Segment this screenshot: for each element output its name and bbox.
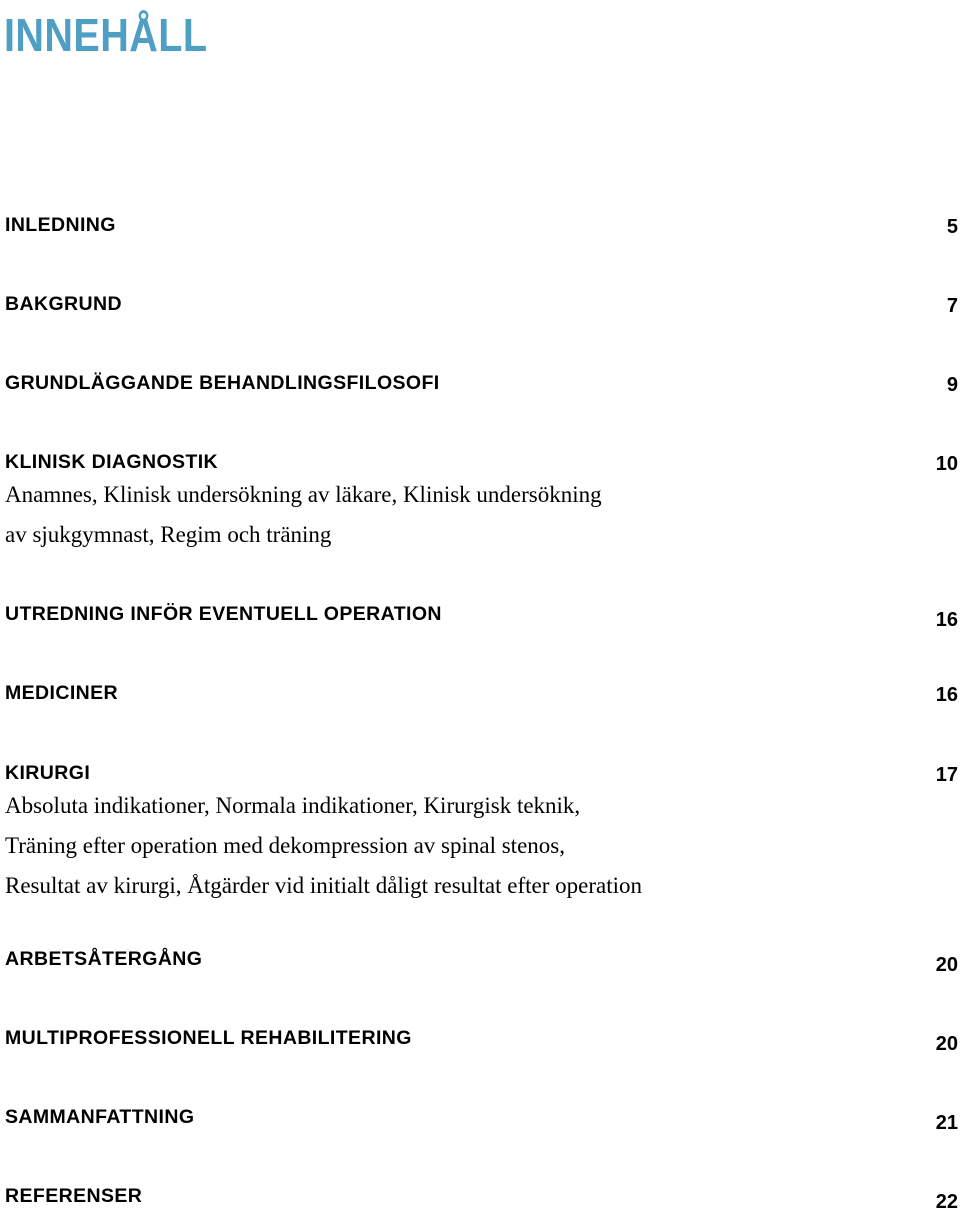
toc-page-number: 5 bbox=[946, 216, 958, 238]
toc-heading: GRUNDLÄGGANDE BEHANDLINGSFILOSOFI bbox=[5, 372, 440, 394]
toc-subtopic-line: av sjukgymnast, Regim och träning bbox=[5, 522, 332, 547]
toc-heading: SAMMANFATTNING bbox=[5, 1106, 195, 1128]
toc-subtopic-line: Resultat av kirurgi, Åtgärder vid initialt dåligt resultat efter operation bbox=[5, 873, 643, 898]
toc-entry-multiprofessionell-rehabilitering[interactable] bbox=[5, 1025, 958, 1055]
toc-heading: BAKGRUND bbox=[5, 293, 122, 315]
toc-subtopics bbox=[5, 786, 958, 906]
toc-subtopic-line: Träning efter operation med dekompression av spinal stenos, bbox=[5, 833, 565, 858]
toc-heading: MEDICINER bbox=[5, 682, 119, 704]
toc-entry-mediciner[interactable] bbox=[5, 680, 958, 706]
toc-heading: UTREDNING INFÖR EVENTUELL OPERATION bbox=[5, 603, 442, 625]
toc-entry-klinisk-diagnostik[interactable] bbox=[5, 449, 958, 555]
toc-subtopics bbox=[5, 475, 958, 555]
page-title: INNEHÅLL bbox=[4, 9, 208, 61]
toc-page-number: 10 bbox=[935, 453, 958, 475]
toc-page-number: 16 bbox=[935, 684, 958, 706]
toc-page-number: 9 bbox=[946, 374, 958, 396]
toc-entry-kirurgi[interactable] bbox=[5, 760, 958, 906]
toc-heading: INLEDNING bbox=[5, 214, 116, 236]
toc-page-number: 21 bbox=[935, 1112, 958, 1134]
toc-entry-sammanfattning[interactable] bbox=[5, 1104, 958, 1134]
toc-heading: KLINISK DIAGNOSTIK bbox=[5, 451, 219, 473]
toc-entry-inledning[interactable] bbox=[5, 212, 958, 238]
toc-entry-utredning-infor-eventuell-operation[interactable] bbox=[5, 601, 958, 631]
toc-entry-referenser[interactable] bbox=[5, 1183, 958, 1213]
toc-heading: MULTIPROFESSIONELL REHABILITERING bbox=[5, 1027, 412, 1049]
toc-page-number: 20 bbox=[935, 954, 958, 976]
toc-heading: ARBETSÅTERGÅNG bbox=[5, 948, 203, 970]
toc-subtopic-line: Absoluta indikationer, Normala indikationer, Kirurgisk teknik, bbox=[5, 793, 581, 818]
toc-page-number: 7 bbox=[946, 295, 958, 317]
toc-entry-grundlaggande-behandlingsfilosofi[interactable] bbox=[5, 370, 958, 396]
toc-entry-arbetsatergang[interactable] bbox=[5, 946, 958, 976]
toc-page-number: 17 bbox=[935, 764, 958, 786]
toc-heading: KIRURGI bbox=[5, 762, 91, 784]
toc-page-number: 16 bbox=[935, 609, 958, 631]
toc-heading: REFERENSER bbox=[5, 1185, 143, 1207]
toc-page-number: 22 bbox=[935, 1191, 958, 1213]
toc-entry-bakgrund[interactable] bbox=[5, 291, 958, 317]
toc-subtopic-line: Anamnes, Klinisk undersökning av läkare, Klinisk undersökning bbox=[5, 482, 602, 507]
toc-page-number: 20 bbox=[935, 1033, 958, 1055]
